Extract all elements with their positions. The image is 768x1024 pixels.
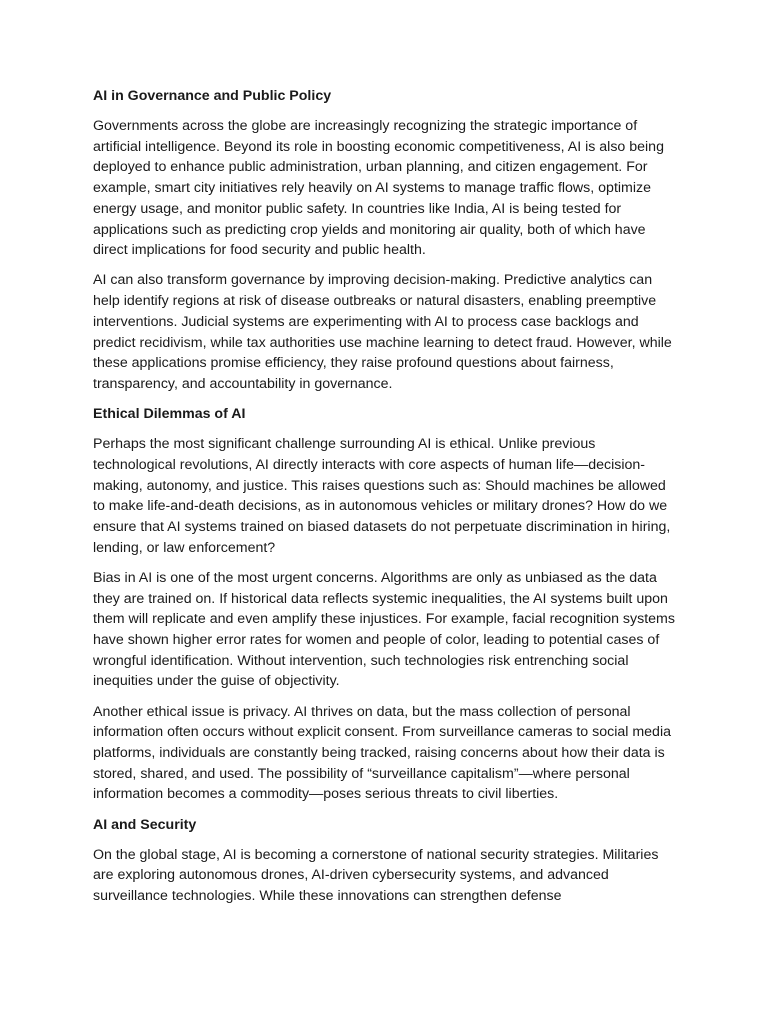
paragraph: On the global stage, AI is becoming a cornerstone of national security strategies. Militaries are exploring autonomous drones, AI-driven cybersecurity systems, and advanced surveillance technologies. While these innovations can strengthen defense (93, 846, 659, 904)
paragraph: Bias in AI is one of the most urgent concerns. Algorithms are only as unbiased as the data they are trained on. If historical data reflects systemic inequalities, the AI systems built upon them will replicate and even amplify these injustices. For example, facial recognition systems have shown higher error rates for women and people of color, leading to potential cases of wrongful identification. Without intervention, such technologies risk entrenching social inequities under the guise of objectivity. (93, 569, 675, 690)
section-heading-governance: AI in Governance and Public Policy (93, 88, 332, 104)
section-heading-security: AI and Security (93, 816, 197, 833)
paragraph: Perhaps the most significant challenge surrounding AI is ethical. Unlike previous technological revolutions, AI directly interacts with core aspects of human life—decision-making, autonomy, and justice. This raises questions such as: Should machines be allowed to make life-and-death decisions, as in autonomous vehicles or military drones? How do we ensure that AI systems trained on biased datasets do not perpetuate discrimination in hiring, lending, or law enforcement? (93, 436, 671, 556)
section-heading-ethical-dilemmas: Ethical Dilemmas of AI (93, 406, 246, 423)
paragraph: Governments across the globe are increasingly recognizing the strategic importance of artificial intelligence. Beyond its role in boosting economic competitiveness, AI is also being deployed to enhance public administration, urban planning, and citizen engagement. For example, smart city initiatives rely heavily on AI systems to manage traffic flows, optimize energy usage, and monitor public safety. In countries like India, AI is being tested for applications such as predicting crop yields and monitoring air quality, both of which have direct implications for food security and public health. (93, 118, 664, 259)
paragraph: Another ethical issue is privacy. AI thrives on data, but the mass collection of personal information often occurs without explicit consent. From surveillance cameras to social media platforms, individuals are constantly being tracked, raising concerns about how their data is stored, shared, and used. The possibility of “surveillance capitalism”—where personal information becomes a commodity—poses serious threats to civil liberties. (93, 703, 671, 803)
paragraph: AI can also transform governance by improving decision-making. Predictive analytics can help identify regions at risk of disease outbreaks or natural disasters, enabling preemptive interventions. Judicial systems are experimenting with AI to process case backlogs and predict recidivism, while tax authorities use machine learning to detect fraud. However, while these applications promise efficiency, they raise profound questions about fairness, transparency, and accountability in governance. (93, 272, 672, 392)
